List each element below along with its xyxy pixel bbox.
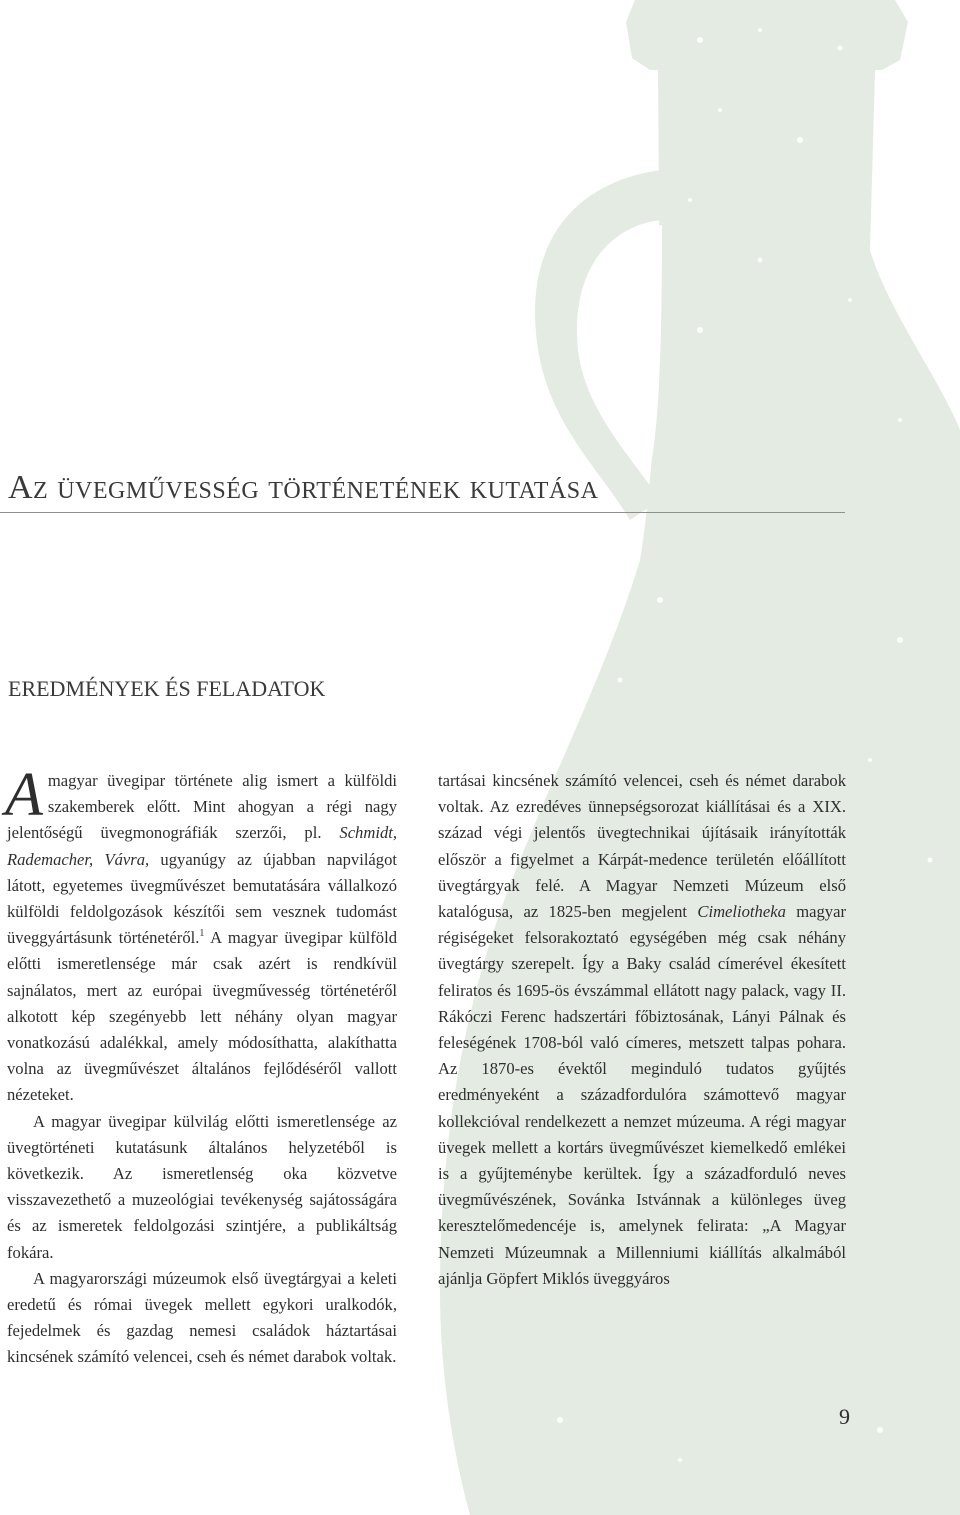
drop-cap: A xyxy=(5,761,43,829)
page-title: Az üvegművesség történetének kutatása xyxy=(8,469,599,506)
paragraph-1-text-a: magyar üvegipar története alig ismert a külföldi szakemberek előtt. Mint ahogyan a régi nagy jelentőségű üvegmonográfiák szerzői, pl. xyxy=(7,771,397,843)
right-text-column xyxy=(438,768,846,1292)
paragraph-1-text-b: ugyanúgy az újabban napvilágot látott, egyetemes üvegművészet bemutatására vállalkozó külföldi feldolgozások készítői sem vesznek tudomást üveggyártásunk történetéről. xyxy=(7,849,397,948)
author-names-italic: Schmidt, Rademacher, Vávra, xyxy=(7,823,397,869)
paragraph-continued-text-b: magyar régiségeket felsorakoztató egységében még csak néhány üvegtárgy szerepelt. Így a Baky család címerével ékesített feliratos és 1695-ös évszámmal ellátott nagy palack, vagy II. Rákóczi Ferenc hadszertári főbiztosának, Lányi Pálnak és feleségének 1708-ból való címeres, metszett talpas pohara. Az 1870-es évektől meginduló tudatos gyűjtés eredményeként a századfordulóra számottevő magyar kollekcióval rendelkezett a nemzet múzeuma. A régi magyar üvegek mellett a kortárs üvegművészet kiemelkedő emlékei is a gyűjteménybe kerültek. Így a századforduló neves üvegművészének, Sovánka Istvánnak a különleges üveg keresztelőmedencéje is, amelynek felirata: „A Magyar Nemzeti Múzeumnak a Millenniumi kiállítás alkalmából ajánlja Göpfert Miklós üveggyáros xyxy=(438,902,846,1288)
section-subtitle: EREDMÉNYEK ÉS FELADATOK xyxy=(8,676,326,701)
paragraph-1-text-c: A magyar üvegipar külföld előtti ismeretlensége már csak azért is rendkívül sajnálatos, mert az európai üvegművesség történetéről alkotott kép szegényebb lett néhány olyan magyar vonatkozású adalékkal, amely módosíthatta, alakíthatta volna az üvegművészet általános fejlődéséről vallott nézeteket. xyxy=(7,928,397,1105)
paragraph-3: A magyarországi múzeumok első üvegtárgyai a keleti eredetű és római üvegek mellett egykori uralkodók, fejedelmek és gazdag nemesi családok háztartásai kincsének számító velencei, cseh és német darabok voltak. xyxy=(7,1268,397,1367)
paragraph-continued xyxy=(438,768,846,1292)
title-underline-rule xyxy=(0,512,845,513)
paragraph-1 xyxy=(5,761,397,1109)
paragraph-2: A magyar üvegipar külvilág előtti ismeretlensége az üvegtörténeti kutatásunk általános helyzetéből is következik. Az ismeretlenség oka közvetve visszavezethető a muzeológiai tevékenység sajátosságára és az ismeretek feldolgozási szintjére, a publikáltság fokára. xyxy=(7,1111,397,1262)
paragraph-continued-text-a: tartásai kincsének számító velencei, cseh és német darabok voltak. Az ezredéves ünnepségsorozat kiállításai és a XIX. század végi jelentős üvegtechnikai újításaik irányították először a figyelmet a Kárpát-medence területén előállított üvegtárgyak felé. A Magyar Nemzeti Múzeum első katalógusa, az 1825-ben megjelent xyxy=(438,771,846,922)
footnote-marker[interactable]: 1 xyxy=(199,928,205,940)
left-text-column xyxy=(5,761,397,1371)
catalogue-title-italic: Cimeliotheka xyxy=(697,902,786,922)
page-number: 9 xyxy=(839,1404,850,1429)
